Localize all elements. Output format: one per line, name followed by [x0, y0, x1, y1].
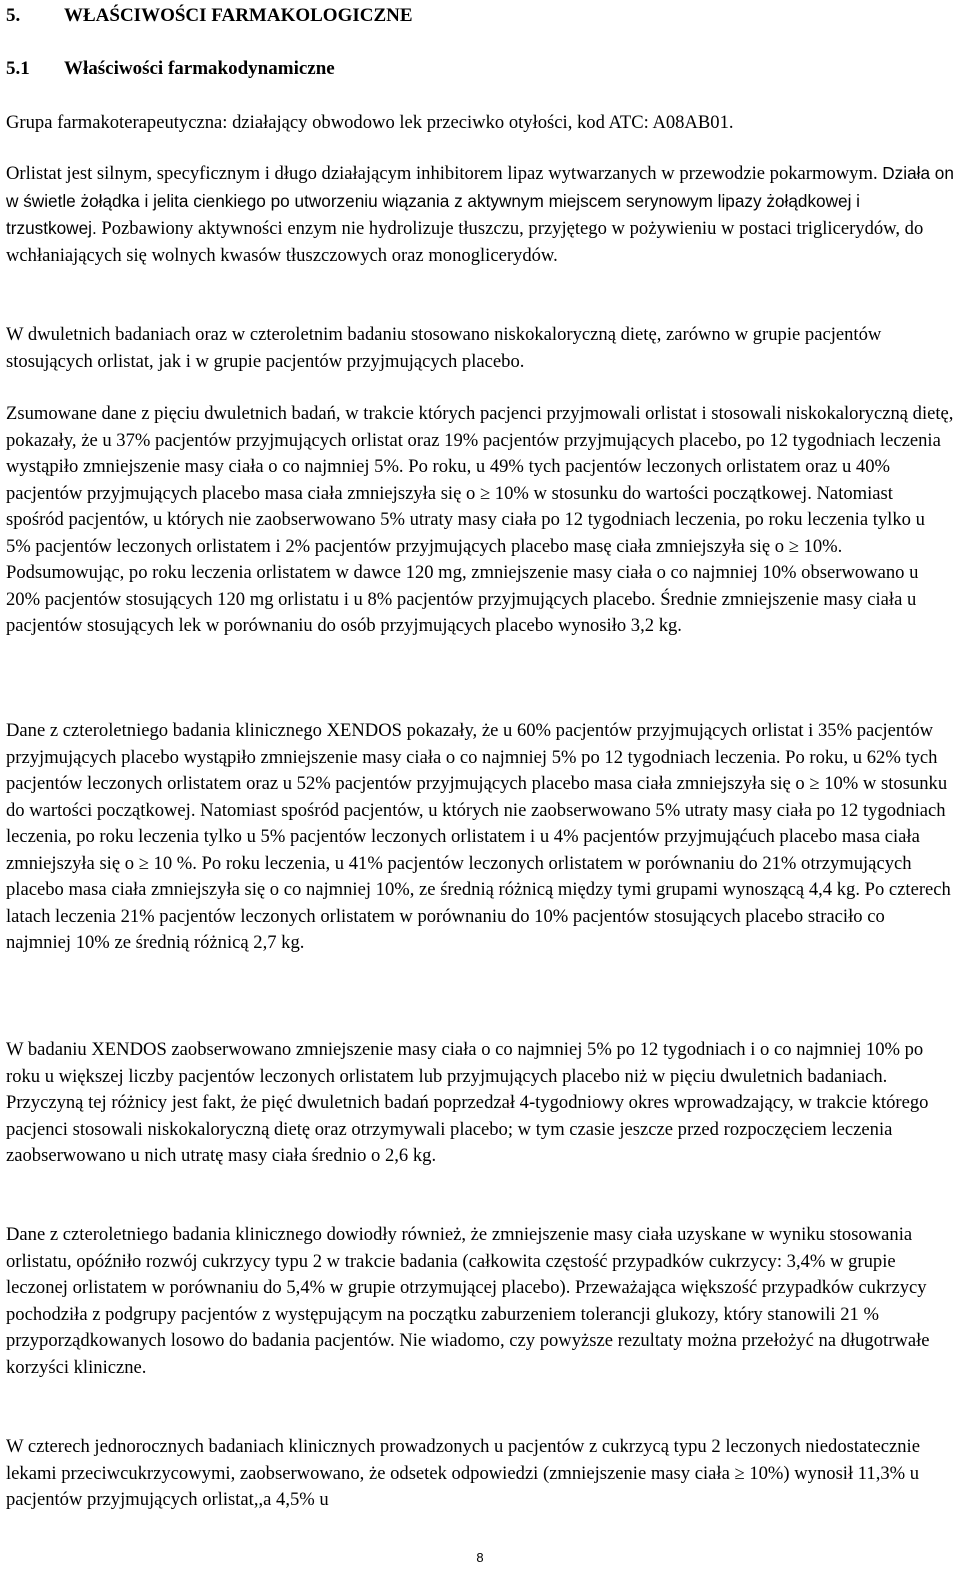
page-number: 8	[476, 1550, 484, 1565]
paragraph-mechanism	[6, 160, 954, 269]
mechanism-rest-text: Pozbawiony aktywności enzym nie hydrolizuje tłuszczu, przyjętego w pożywieniu w postaci triglicerydów, do wchłaniających się wolnych kwasów tłuszczowych oraz monoglicerydów.	[6, 218, 924, 266]
paragraph-xendos-results: Dane z czteroletniego badania klinicznego XENDOS pokazały, że u 60% pacjentów przyjmujących orlistat i 35% pacjentów przyjmujących placebo wystąpiło zmniejszenie masy ciała o co najmniej 5% po 12 tygodniach leczenia. Po roku, u 62% tych pacjentów leczonych orlistatem oraz u 52% pacjentów przyjmujących placebo masa ciała zmniejszyła się o ≥ 10% w stosunku do wartości początkowej. Natomiast spośród pacjentów, u których nie zaobserwowano 5% utraty masy ciała po 12 tygodniach leczenia, po roku leczenia tylko u 5% pacjentów leczonych orlistatem i u 4% pacjentów przyjmująćuch placebo masa ciała zmniejszyła się o ≥ 10 %. Po roku leczenia, u 41% pacjentów leczonych orlistatem w porównaniu do 21% otrzymujących placebo masa ciała zmniejszyła się o co najmniej 10%, ze średnią różnicą między tymi grupami wynoszącą 4,4 kg. Po czterech latach leczenia 21% pacjentów leczonych orlistatem w porównaniu do 10% pacjentów stosujących placebo straciło co najmniej 10% ze średnią różnicą 2,7 kg.	[6, 720, 951, 953]
subsection-title: Właściwości farmakodynamiczne	[64, 58, 335, 79]
section-title: WŁAŚCIWOŚCI FARMAKOLOGICZNE	[64, 5, 413, 26]
paragraph-one-year-studies: W czterech jednorocznych badaniach klinicznych prowadzonych u pacjentów z cukrzycą typu 2 leczonych niedostatecznie lekami przeciwcukrzycowymi, zaobserwowano, że odsetek odpowiedzi (zmniejszenie masy ciała ≥ 10%) wynosił 11,3% u pacjentów przyjmujących orlistat,,a 4,5% u	[6, 1436, 920, 1510]
paragraph-pharmacotherapeutic-group: Grupa farmakoterapeutyczna: działający obwodowo lek przeciwko otyłości, kod ATC: A08AB01.	[6, 112, 734, 133]
paragraph-xendos-comparison: W badaniu XENDOS zaobserwowano zmniejszenie masy ciała o co najmniej 5% po 12 tygodniach i o co najmniej 10% po roku u większej liczby pacjentów leczonych orlistatem lub przyjmujących placebo niż w pięciu dwuletnich badaniach. Przyczyną tej różnicy jest fakt, że pięć dwuletnich badań poprzedzał 4-tygodniowy okres wprowadzający, w trakcie którego pacjenci stosowali niskokaloryczną dietę oraz otrzymywali placebo; w tym czasie jeszcze przed rozpoczęciem leczenia zaobserwowano u nich utratę masy ciała średnio o 2,6 kg.	[6, 1039, 929, 1166]
paragraph-diet: W dwuletnich badaniach oraz w czteroletnim badaniu stosowano niskokaloryczną dietę, zarówno w grupie pacjentów stosujących orlistat, jak i w grupie pacjentów przyjmujących placebo.	[6, 324, 882, 372]
section-number: 5.	[6, 5, 21, 26]
subsection-heading	[6, 56, 335, 82]
paragraph-summary-five-studies: Zsumowane dane z pięciu dwuletnich badań, w trakcie których pacjenci przyjmowali orlistat i stosowali niskokaloryczną dietę, pokazały, że u 37% pacjentów przyjmujących orlistat oraz 19% pacjentów przyjmujących placebo, po 12 tygodniach leczenia wystąpiło zmniejszenie masy ciała o co najmniej 5%. Po roku, u 49% tych pacjentów leczonych orlistatem oraz u 40% pacjentów przyjmujących placebo masa ciała zmniejszyła się o ≥ 10% w stosunku do wartości początkowej. Natomiast spośród pacjentów, u których nie zaobserwowano 5% utraty masy ciała po 12 tygodniach leczenia, po roku leczenia tylko u 5% pacjentów leczonych orlistatem i 2% pacjentów przyjmujących placebo masę ciała zmniejszyła się o ≥ 10%. Podsumowując, po roku leczenia orlistatem w dawce 120 mg, zmniejszenie masy ciała o co najmniej 10% obserwowano u 20% pacjentów stosujących 120 mg orlistatu i u 8% pacjentów przyjmujących placebo. Średnie zmniejszenie masy ciała u pacjentów stosujących lek w porównaniu do osób przyjmujących placebo wynosiło 3,2 kg.	[6, 403, 954, 636]
subsection-number: 5.1	[6, 58, 30, 79]
paragraph-diabetes: Dane z czteroletniego badania klinicznego dowiodły również, że zmniejszenie masy ciała uzyskane w wyniku stosowania orlistatu, opóźniło rozwój cukrzycy typu 2 w trakcie badania (całkowita częstość przypadków cukrzycy: 3,4% w grupie leczonej orlistatem w porównaniu do 5,4% w grupie otrzymującej placebo). Przeważająca większość przypadków cukrzycy pochodziła z podgrupy pacjentów z występującym na początku zaburzeniem tolerancji glukozy, który stanowili 21 % przyporządkowanych losowo do badania pacjentów. Nie wiadomo, czy powyższe rezultaty można przełożyć na długotrwałe korzyści kliniczne.	[6, 1224, 930, 1378]
mechanism-intro-text: Orlistat jest silnym, specyficznym i długo działającym inhibitorem lipaz wytwarzanych w przewodzie pokarmowym.	[6, 163, 878, 184]
section-heading	[6, 3, 413, 29]
mechanism-action-text: Działa on w świetle żołądka i jelita cienkiego po utworzeniu wiązania z aktywnym miejscem serynowym lipazy żołądkowej i trzustkowej.	[6, 163, 954, 238]
